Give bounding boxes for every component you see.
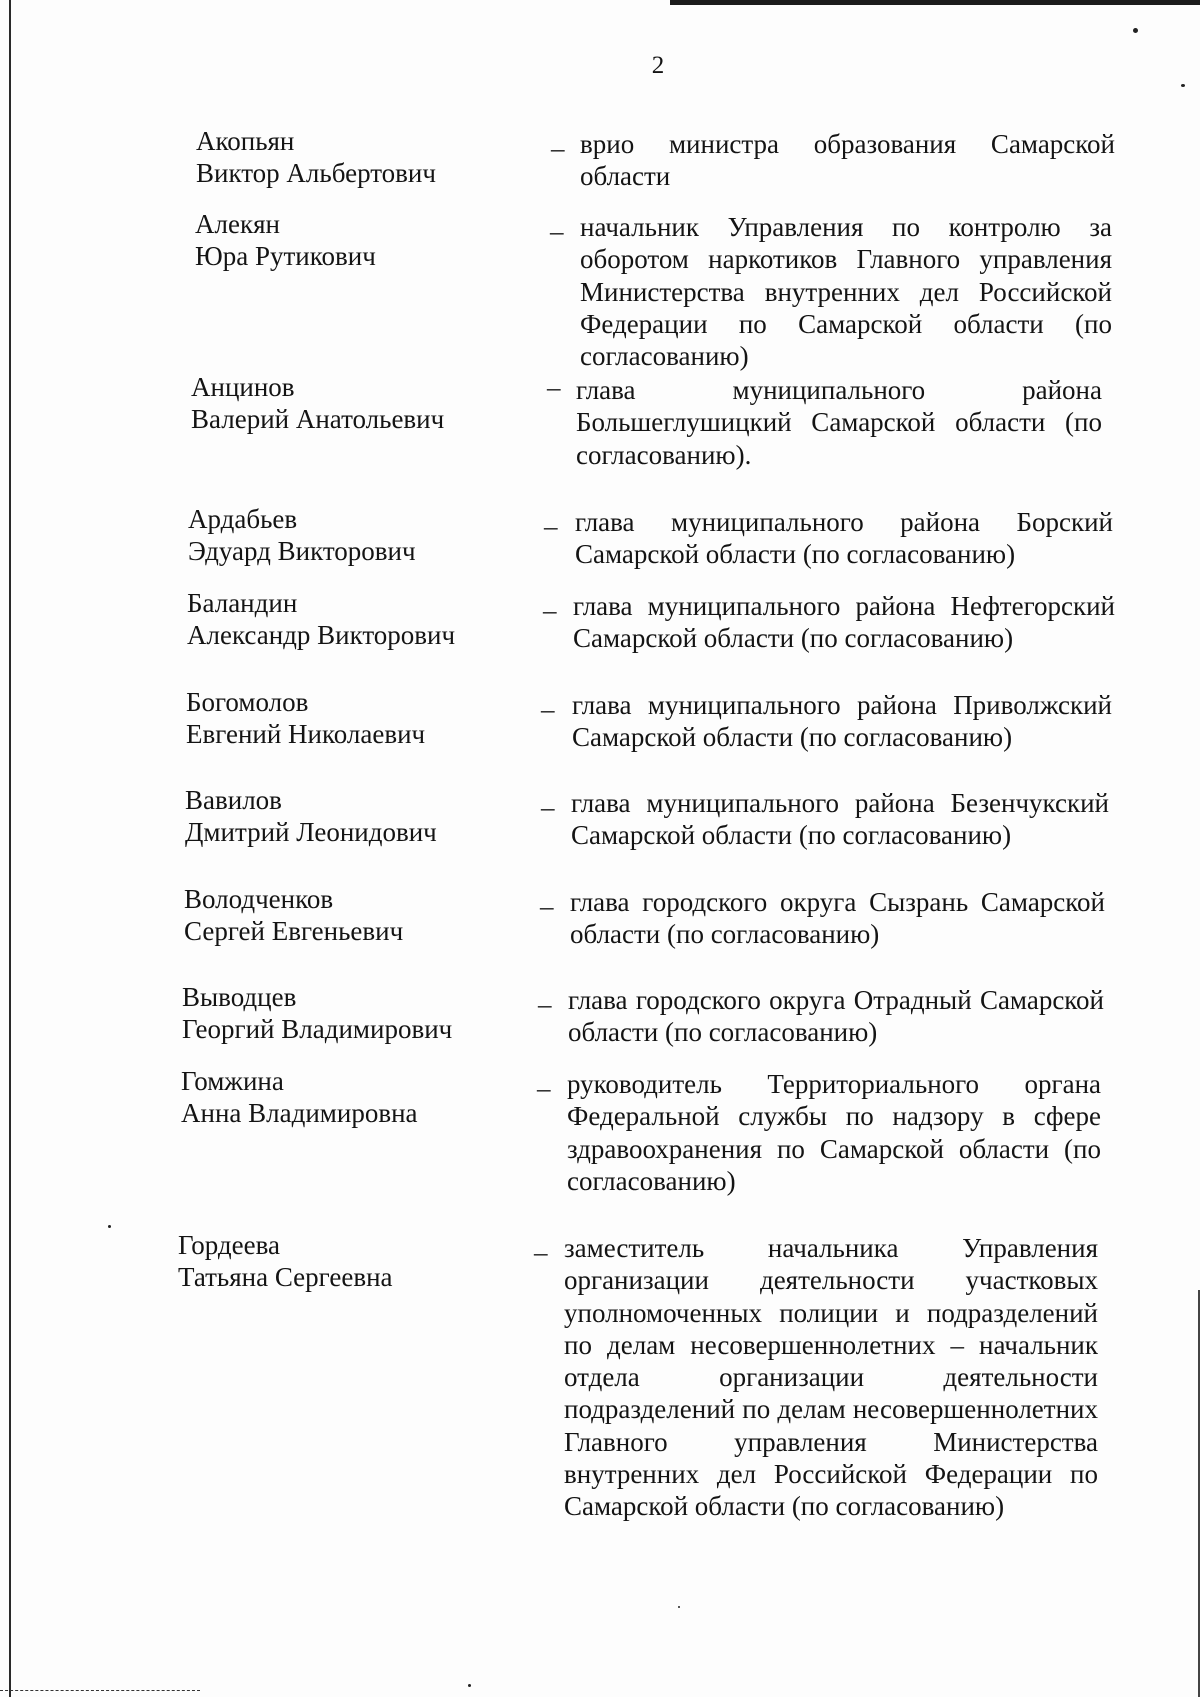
member-surname: Алекян (195, 209, 280, 239)
member-given-names: Александр Викторович (187, 620, 456, 651)
dash-separator: – (541, 694, 555, 724)
member-name (185, 784, 485, 849)
dash-separator: – (544, 511, 558, 541)
dash-separator: – (537, 1073, 551, 1103)
scan-edge-left (9, 0, 11, 1697)
member-given-names: Виктор Альбертович (196, 158, 436, 189)
member-given-names: Татьяна Сергеевна (178, 1262, 393, 1293)
member-role: руководитель Территориального органа Федеральной службы по надзору в сфере здравоохранения по Самарской области (по согласованию) (567, 1069, 1101, 1196)
member-name (191, 371, 491, 436)
dash-separator: – (534, 1237, 548, 1267)
member-role: глава муниципального района Безенчукский Самарской области (по согласованию) (571, 788, 1109, 851)
member-surname: Володченков (184, 884, 334, 914)
member-given-names: Валерий Анатольевич (191, 404, 445, 435)
member-given-names: Сергей Евгеньевич (184, 916, 404, 947)
member-name (196, 125, 496, 190)
member-name (182, 981, 482, 1046)
scan-speck (468, 1684, 471, 1687)
dash-separator: – (547, 372, 561, 402)
member-surname: Акопьян (196, 126, 295, 156)
dash-separator: – (550, 216, 564, 246)
member-name (195, 208, 495, 273)
dash-separator: – (540, 891, 554, 921)
scan-speck (108, 1225, 111, 1228)
member-surname: Вавилов (185, 785, 282, 815)
dash-separator: – (538, 989, 552, 1019)
member-surname: Гордеева (178, 1230, 280, 1260)
member-given-names: Евгений Николаевич (186, 719, 426, 750)
member-name (188, 503, 488, 568)
member-role: заместитель начальника Управления организации деятельности участковых уполномоченных полиции и подразделений по делам несовершеннолетних – начальник отдела организации деятельности подразделений по делам несовершеннолетних Главного управления Министерства внутренних дел Российской Федерации по Самарской области (по согласованию) (564, 1233, 1098, 1522)
member-role: начальник Управления по контролю за оборотом наркотиков Главного управления Министерства внутренних дел Российской Федерации по Самарской области (по согласованию) (580, 212, 1112, 372)
member-given-names: Эдуард Викторович (188, 536, 416, 567)
member-surname: Ардабьев (188, 504, 298, 534)
member-role: врио министра образования Самарской области (580, 129, 1115, 192)
member-given-names: Георгий Владимирович (182, 1014, 453, 1045)
page-number: 2 (651, 52, 665, 79)
scan-speck (1133, 28, 1138, 33)
member-role: глава муниципального района Приволжский Самарской области (по согласованию) (572, 690, 1112, 753)
dash-separator: – (541, 792, 555, 822)
member-role: глава муниципального района Большеглушицкий Самарской области (по согласованию). (576, 375, 1102, 470)
member-name (187, 587, 487, 652)
member-surname: Анцинов (191, 372, 295, 402)
member-name (181, 1065, 481, 1130)
member-given-names: Дмитрий Леонидович (185, 817, 437, 848)
member-name (186, 686, 486, 751)
member-role: глава городского округа Сызрань Самарской области (по согласованию) (570, 887, 1105, 950)
dash-separator: – (551, 133, 565, 163)
scan-speck (678, 1606, 680, 1608)
member-role: глава городского округа Отрадный Самарской области (по согласованию) (568, 985, 1104, 1048)
member-name (178, 1229, 478, 1294)
member-role: глава муниципального района Нефтегорский Самарской области (по согласованию) (573, 591, 1115, 654)
scan-speck (1181, 84, 1185, 87)
scan-edge-top (670, 0, 1200, 5)
member-name (184, 883, 484, 948)
member-surname: Выводцев (182, 982, 297, 1012)
scan-edge-bottom (0, 1690, 200, 1692)
member-given-names: Юра Рутикович (195, 241, 376, 272)
member-surname: Богомолов (186, 687, 309, 717)
member-role: глава муниципального района Борский Самарской области (по согласованию) (575, 507, 1113, 570)
member-given-names: Анна Владимировна (181, 1098, 418, 1129)
member-surname: Баландин (187, 588, 298, 618)
dash-separator: – (543, 595, 557, 625)
member-surname: Гомжина (181, 1066, 284, 1096)
